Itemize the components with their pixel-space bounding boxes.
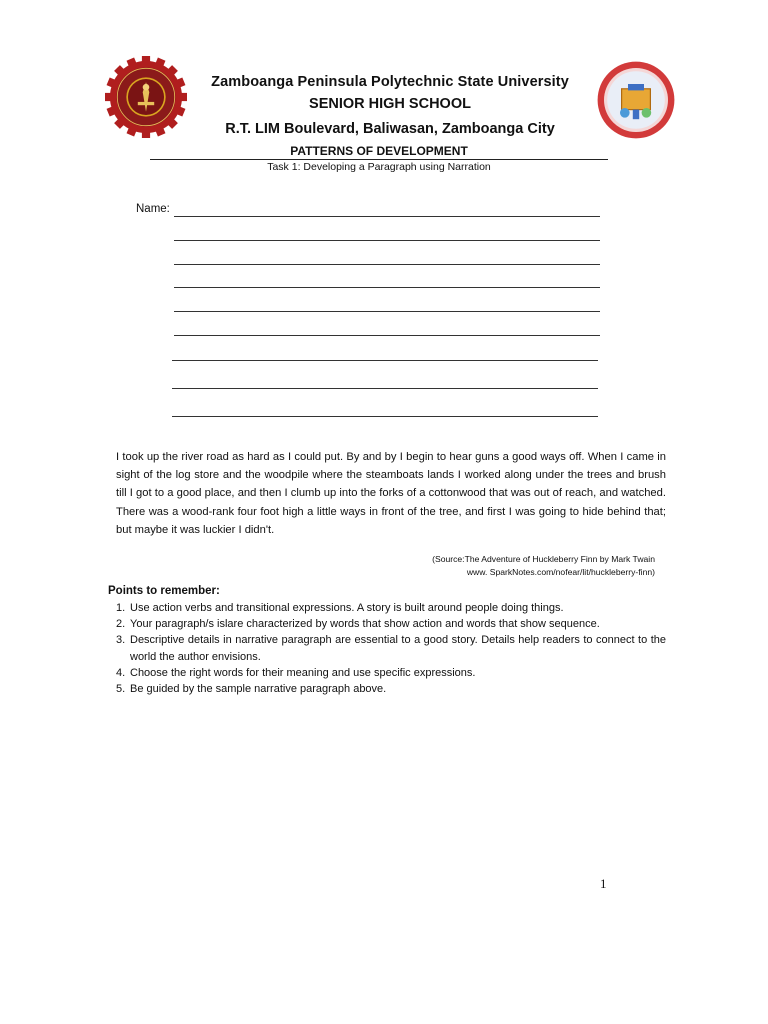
- name-line[interactable]: [174, 216, 600, 217]
- list-item: [116, 632, 666, 664]
- list-item-text: Descriptive details in narrative paragraph are essential to a good story. Details help readers to connect to the world the author envisions.: [130, 634, 666, 663]
- writing-line[interactable]: [174, 240, 600, 241]
- task-subtitle: Task 1: Developing a Paragraph using Narration: [267, 161, 491, 173]
- school-name: SENIOR HIGH SCHOOL: [309, 96, 471, 112]
- source-line-2: www. SparkNotes.com/nofear/lit/huckleberry-finn): [466, 567, 655, 577]
- name-label: Name:: [136, 203, 170, 215]
- points-list: [116, 600, 666, 697]
- points-heading: Points to remember:: [108, 585, 220, 597]
- list-item: [116, 665, 666, 681]
- writing-line[interactable]: [172, 416, 598, 417]
- list-item: [116, 600, 666, 616]
- writing-line[interactable]: [172, 360, 598, 361]
- writing-line[interactable]: [172, 388, 598, 389]
- title-divider: [150, 159, 608, 160]
- worksheet-title: PATTERNS OF DEVELOPMENT: [290, 144, 468, 158]
- source-citation: [300, 553, 655, 579]
- list-item: [116, 616, 666, 632]
- list-item-text: Choose the right words for their meaning and use specific expressions.: [130, 666, 476, 679]
- list-item-text: Use action verbs and transitional expressions. A story is built around people doing things.: [130, 602, 564, 614]
- university-name: Zamboanga Peninsula Polytechnic State University: [211, 74, 569, 90]
- senior-high-school-seal-logo: [596, 60, 676, 140]
- list-item-number: 4.: [116, 666, 126, 679]
- school-header: [190, 70, 590, 137]
- list-item-number: 3.: [116, 634, 126, 647]
- page-number: 1: [600, 876, 607, 891]
- writing-line[interactable]: [174, 287, 600, 288]
- list-item-number: 2.: [116, 618, 126, 631]
- list-item-text: Be guided by the sample narrative paragraph above.: [130, 683, 387, 696]
- university-seal-logo: [105, 56, 187, 138]
- source-line-1: (Source:The Adventure of Huckleberry Finn by Mark Twain: [432, 554, 655, 564]
- writing-line[interactable]: [174, 335, 600, 336]
- writing-line[interactable]: [174, 264, 600, 265]
- school-address: R.T. LIM Boulevard, Baliwasan, Zamboanga City: [225, 121, 555, 137]
- list-item: [116, 681, 666, 697]
- list-item-number: 5.: [116, 683, 126, 696]
- writing-line[interactable]: [174, 311, 600, 312]
- list-item-text: Your paragraph/s islare characterized by words that show action and words that show sequence.: [130, 618, 600, 631]
- list-item-number: 1.: [116, 602, 126, 614]
- sample-narrative-paragraph: I took up the river road as hard as I could put. By and by I begin to hear guns a good ways off. When I came in sight of the log store and the woodpile where the steamboats lands I worked along under the trees and brush till I got to a good place, and then I clumb up into the forks of a cottonwood that was out of reach, and watched. There was a wood-rank four foot high a little ways in front of the tree, and first I was going to hide behind that; but maybe it was luckier I didn't.: [116, 451, 666, 536]
